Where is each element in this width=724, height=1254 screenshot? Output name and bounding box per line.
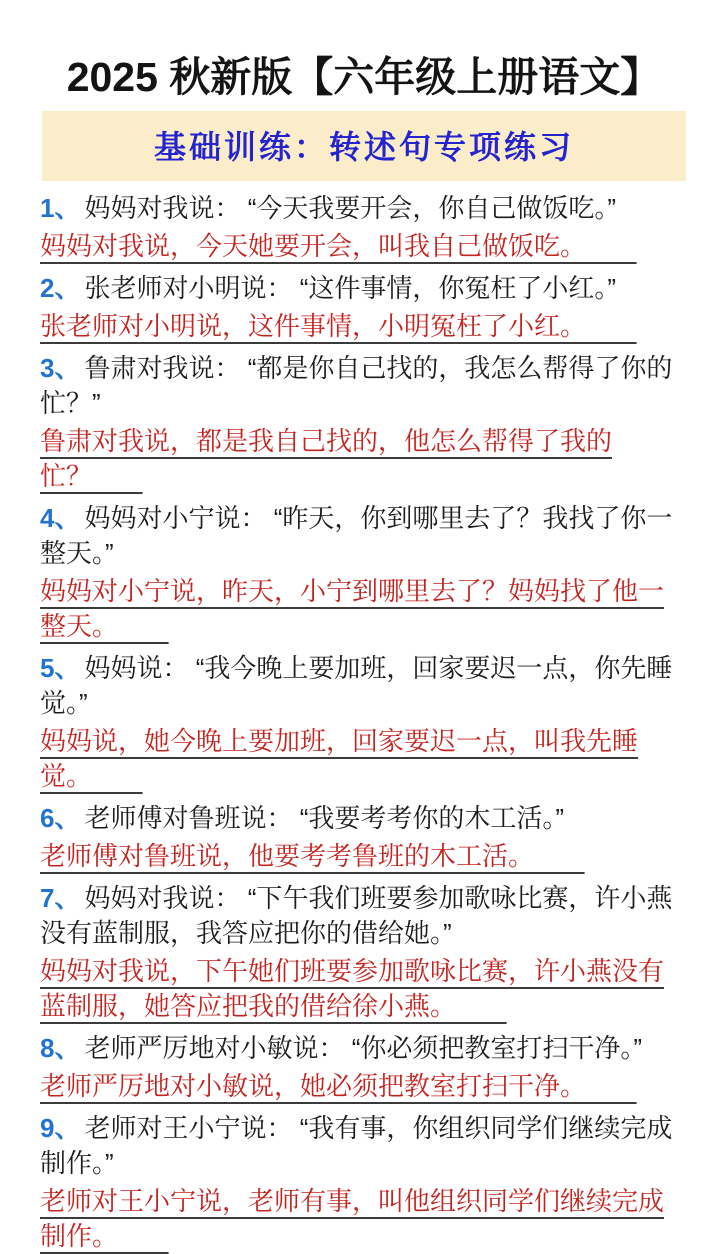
question-line — [40, 351, 688, 421]
item-number: 3、 — [40, 353, 81, 383]
question-line — [40, 881, 688, 951]
answer-text: 妈妈对小宁说，昨天，小宁到哪里去了？妈妈找了他一整天。 — [40, 576, 665, 641]
question-text: 妈妈说： “我今晚上要加班，回家要迟一点，你先睡觉。” — [40, 653, 673, 718]
question-line — [40, 1031, 688, 1066]
question-line — [40, 501, 688, 571]
question-text: 妈妈对我说： “下午我们班要参加歌咏比赛，许小燕没有蓝制服，我答应把你的借给她。” — [40, 883, 673, 948]
question-line — [40, 651, 688, 721]
item-number: 4、 — [40, 503, 81, 533]
question-text: 妈妈对我说： “今天我要开会，你自己做饭吃。” — [84, 193, 617, 223]
answer-text: 老师傅对鲁班说，他要考考鲁班的木工活。 — [40, 841, 535, 871]
answer-text: 妈妈对我说，今天她要开会，叫我自己做饭吃。 — [40, 231, 587, 261]
question-text: 张老师对小明说： “这件事情，你冤枉了小红。” — [84, 273, 617, 303]
answer-text: 鲁肃对我说，都是我自己找的，他怎么帮得了我的忙？ — [40, 426, 613, 491]
exercise-item — [40, 881, 688, 1024]
answer-text: 老师严厉地对小敏说，她必须把教室打扫干净。 — [40, 1071, 587, 1101]
exercise-item — [40, 1031, 688, 1104]
question-text: 老师傅对鲁班说： “我要考考你的木工活。” — [84, 803, 565, 833]
question-line — [40, 801, 688, 836]
answer-text: 妈妈说，她今晚上要加班，回家要迟一点，叫我先睡觉。 — [40, 726, 639, 791]
item-number: 8、 — [40, 1033, 81, 1063]
answer-text: 张老师对小明说，这件事情，小明冤枉了小红。 — [40, 311, 587, 341]
exercise-item — [40, 351, 688, 494]
exercise-item — [40, 1111, 688, 1254]
exercise-item — [40, 651, 688, 794]
page-subtitle: 基础训练：转述句专项练习 — [153, 129, 574, 165]
question-line — [40, 1111, 688, 1181]
item-number: 6、 — [40, 803, 81, 833]
question-line — [40, 271, 688, 306]
page-title: 2025 秋新版【六年级上册语文】 — [66, 54, 662, 100]
answer-text: 妈妈对我说，下午她们班要参加歌咏比赛，许小燕没有蓝制服，她答应把我的借给徐小燕。 — [40, 956, 665, 1021]
question-text: 老师严厉地对小敏说： “你必须把教室打扫干净。” — [84, 1033, 643, 1063]
item-number: 7、 — [40, 883, 81, 913]
subtitle-banner — [42, 111, 686, 181]
exercise-list — [40, 191, 688, 1254]
exercise-item — [40, 501, 688, 644]
item-number: 2、 — [40, 273, 81, 303]
exercise-item — [40, 271, 688, 344]
exercise-item — [40, 191, 688, 264]
question-line — [40, 191, 688, 226]
item-number: 1、 — [40, 193, 81, 223]
item-number: 9、 — [40, 1113, 81, 1143]
question-text: 鲁肃对我说： “都是你自己找的，我怎么帮得了你的忙？” — [40, 353, 673, 418]
item-number: 5、 — [40, 653, 81, 683]
question-text: 妈妈对小宁说： “昨天，你到哪里去了？我找了你一整天。” — [40, 503, 673, 568]
question-text: 老师对王小宁说： “我有事，你组织同学们继续完成制作。” — [40, 1113, 673, 1178]
answer-text: 老师对王小宁说，老师有事，叫他组织同学们继续完成制作。 — [40, 1186, 665, 1251]
exercise-item — [40, 801, 688, 874]
